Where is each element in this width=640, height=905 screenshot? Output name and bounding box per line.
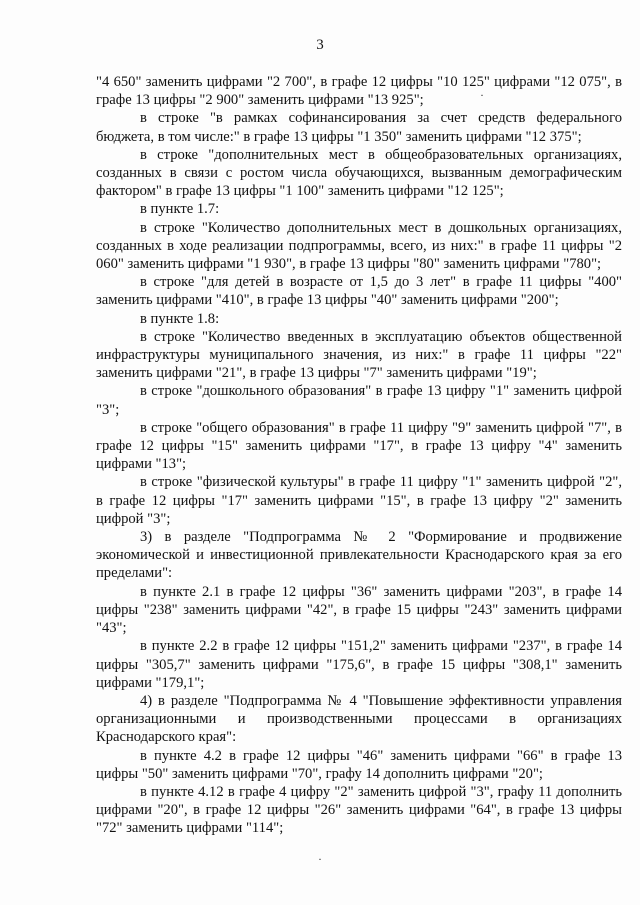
paragraph: в строке "для детей в возрасте от 1,5 до 3 лет" в графе 11 цифры "400" заменить цифрами "410", в графе 13 цифры "40" заменить цифрами "200"; [96,274,622,309]
paragraph: в пункте 1.7: [140,201,220,218]
scan-speck: · [318,852,322,866]
paragraph: в строке "дошкольного образования" в графе 13 цифру "1" заменить цифрой "3"; [96,383,622,418]
paragraph: в строке "Количество введенных в эксплуатацию объектов общественной инфраструктуры муниципального значения, из них:" в графе 11 цифры "22" заменить цифрами "21", в графе 13 цифры "7" заменить цифрами "19"; [96,328,622,382]
page-number: 3 [316,37,324,53]
paragraph: в пункте 2.2 в графе 12 цифры "151,2" заменить цифрами "237", в графе 14 цифры "305,7" заменить цифрами "175,6", в графе 15 цифры "308,1" заменить цифрами "179,1"; [96,638,622,691]
paragraph: 4) в разделе "Подпрограмма № 4 "Повышение эффективности управления организационными и производственными процессами в организациях Краснодарского края": [96,692,622,746]
paragraph: в строке "в рамках софинансирования за счет средств федерального бюджета, в том числе:" в графе 13 цифры "1 350" заменить цифрами "12 375"; [96,110,622,145]
paragraph: 3) в разделе "Подпрограмма № 2 "Формирование и продвижение экономической и инвестиционной привлекательности Краснодарского края за его пределами": [96,529,622,582]
paragraph: в строке "дополнительных мест в общеобразовательных организациях, созданных в связи с ростом числа обучающихся, вызванным демографическим фактором" в графе 13 цифры "1 100" заменить цифрами "12 125"; [96,146,622,200]
paragraph: в строке "общего образования" в графе 11 цифру "9" заменить цифрой "7", в графе 12 цифры "15" заменить цифрами "17", в графе 13 цифру "4" заменить цифрами "13"; [96,419,622,473]
document-body [96,73,622,838]
paragraph: в строке "Количество дополнительных мест в дошкольных организациях, созданных в ходе реализации подпрограммы, всего, из них:" в графе 11 цифры "2 060" заменить цифрами "1 930", в графе 13 цифры "80" заменить цифрами "780"; [96,219,622,273]
scan-speck: · [480,88,484,102]
paragraph: "4 650" заменить цифрами "2 700", в графе 12 цифры "10 125" цифрами "12 075", в графе 13 цифры "2 900" заменить цифрами "13 925"; [96,74,622,109]
paragraph: в пункте 4.2 в графе 12 цифры "46" заменить цифрами "66" в графе 13 цифры "50" заменить цифрами "70", графу 14 дополнить цифрами "20"; [96,747,622,782]
paragraph: в пункте 4.12 в графе 4 цифру "2" заменить цифрой "3", графу 11 дополнить цифрами "20", в графе 12 цифры "26" заменить цифрами "64", в графе 13 цифры "72" заменить цифрами "114"; [96,783,622,837]
paragraph: в пункте 1.8: [140,310,220,327]
paragraph: в пункте 2.1 в графе 12 цифры "36" заменить цифрами "203", в графе 14 цифры "238" заменить цифрами "42", в графе 15 цифры "243" заменить цифрами "43"; [96,583,622,637]
paragraph: в строке "физической культуры" в графе 11 цифру "1" заменить цифрой "2", в графе 12 цифры "17" заменить цифрами "15", в графе 13 цифру "2" заменить цифрой "3"; [96,474,622,527]
